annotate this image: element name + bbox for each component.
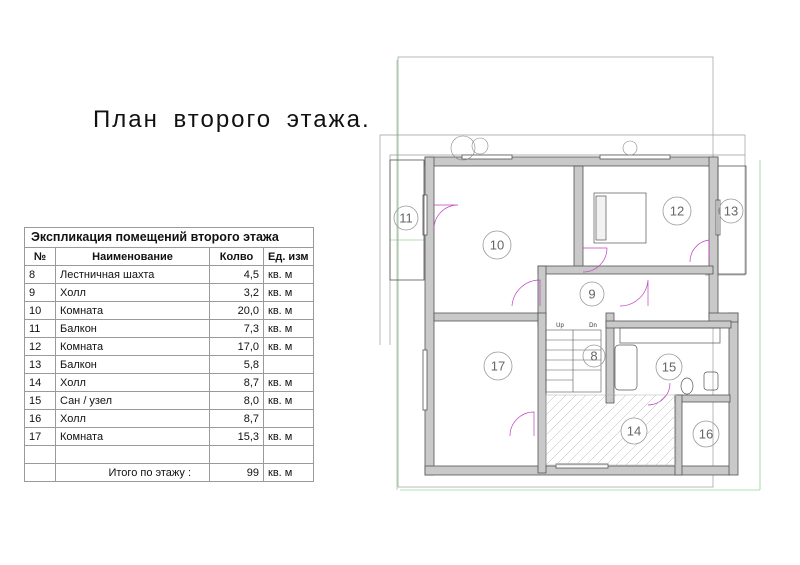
tiled-floor (546, 395, 676, 465)
row-unit: кв. м (264, 374, 314, 392)
room-label-12: 12 (669, 203, 685, 219)
row-name: Лестничная шахта (56, 266, 210, 284)
room-label-13: 13 (723, 203, 739, 219)
row-name: Сан / узел (56, 392, 210, 410)
header-num: № (25, 248, 56, 266)
bed (594, 193, 646, 243)
stair-up-label: Up (556, 323, 564, 329)
header-unit: Ед. изм (264, 248, 314, 266)
room-label-8: 8 (590, 348, 598, 364)
row-num: 16 (25, 410, 56, 428)
row-num: 17 (25, 428, 56, 446)
total-label: Итого по этажу : (56, 464, 210, 482)
room-label-11: 11 (399, 210, 413, 226)
row-name: Комната (56, 428, 210, 446)
exterior-walls (425, 157, 738, 475)
row-qty: 3,2 (210, 284, 264, 302)
row-num: 11 (25, 320, 56, 338)
page-title: План второго этажа. (93, 106, 371, 133)
row-num: 10 (25, 302, 56, 320)
row-num: 8 (25, 266, 56, 284)
row-qty: 8,7 (210, 410, 264, 428)
table-caption: Экспликация помещений второго этажа (24, 227, 314, 247)
row-name: Балкон (56, 320, 210, 338)
row-num: 14 (25, 374, 56, 392)
row-qty: 8,7 (210, 374, 264, 392)
row-qty: 15,3 (210, 428, 264, 446)
row-unit: кв. м (264, 320, 314, 338)
room-label-16: 16 (698, 426, 714, 442)
row-unit: кв. м (264, 266, 314, 284)
row-qty: 5,8 (210, 356, 264, 374)
row-name: Комната (56, 302, 210, 320)
room-label-14: 14 (626, 423, 642, 439)
row-qty: 7,3 (210, 320, 264, 338)
row-unit: кв. м (264, 284, 314, 302)
row-unit: кв. м (264, 338, 314, 356)
row-num: 13 (25, 356, 56, 374)
header-name: Наименование (56, 248, 210, 266)
total-unit: кв. м (264, 464, 314, 482)
row-num: 9 (25, 284, 56, 302)
room-label-10: 10 (489, 237, 505, 253)
total-qty: 99 (210, 464, 264, 482)
row-unit: кв. м (264, 428, 314, 446)
balconies (390, 160, 746, 280)
row-qty: 4,5 (210, 266, 264, 284)
row-qty: 17,0 (210, 338, 264, 356)
guide-lines (390, 60, 760, 490)
row-name: Балкон (56, 356, 210, 374)
row-num: 12 (25, 338, 56, 356)
row-name: Холл (56, 410, 210, 428)
row-qty: 8,0 (210, 392, 264, 410)
room-label-15: 15 (661, 359, 677, 375)
row-unit: кв. м (264, 302, 314, 320)
stair-down-label: Dn (589, 323, 597, 329)
row-qty: 20,0 (210, 302, 264, 320)
row-num: 15 (25, 392, 56, 410)
row-name: Холл (56, 374, 210, 392)
header-qty: Колво (210, 248, 264, 266)
row-name: Комната (56, 338, 210, 356)
row-name: Холл (56, 284, 210, 302)
room-label-17: 17 (490, 358, 506, 374)
room-label-9: 9 (588, 286, 596, 302)
row-unit: кв. м (264, 392, 314, 410)
